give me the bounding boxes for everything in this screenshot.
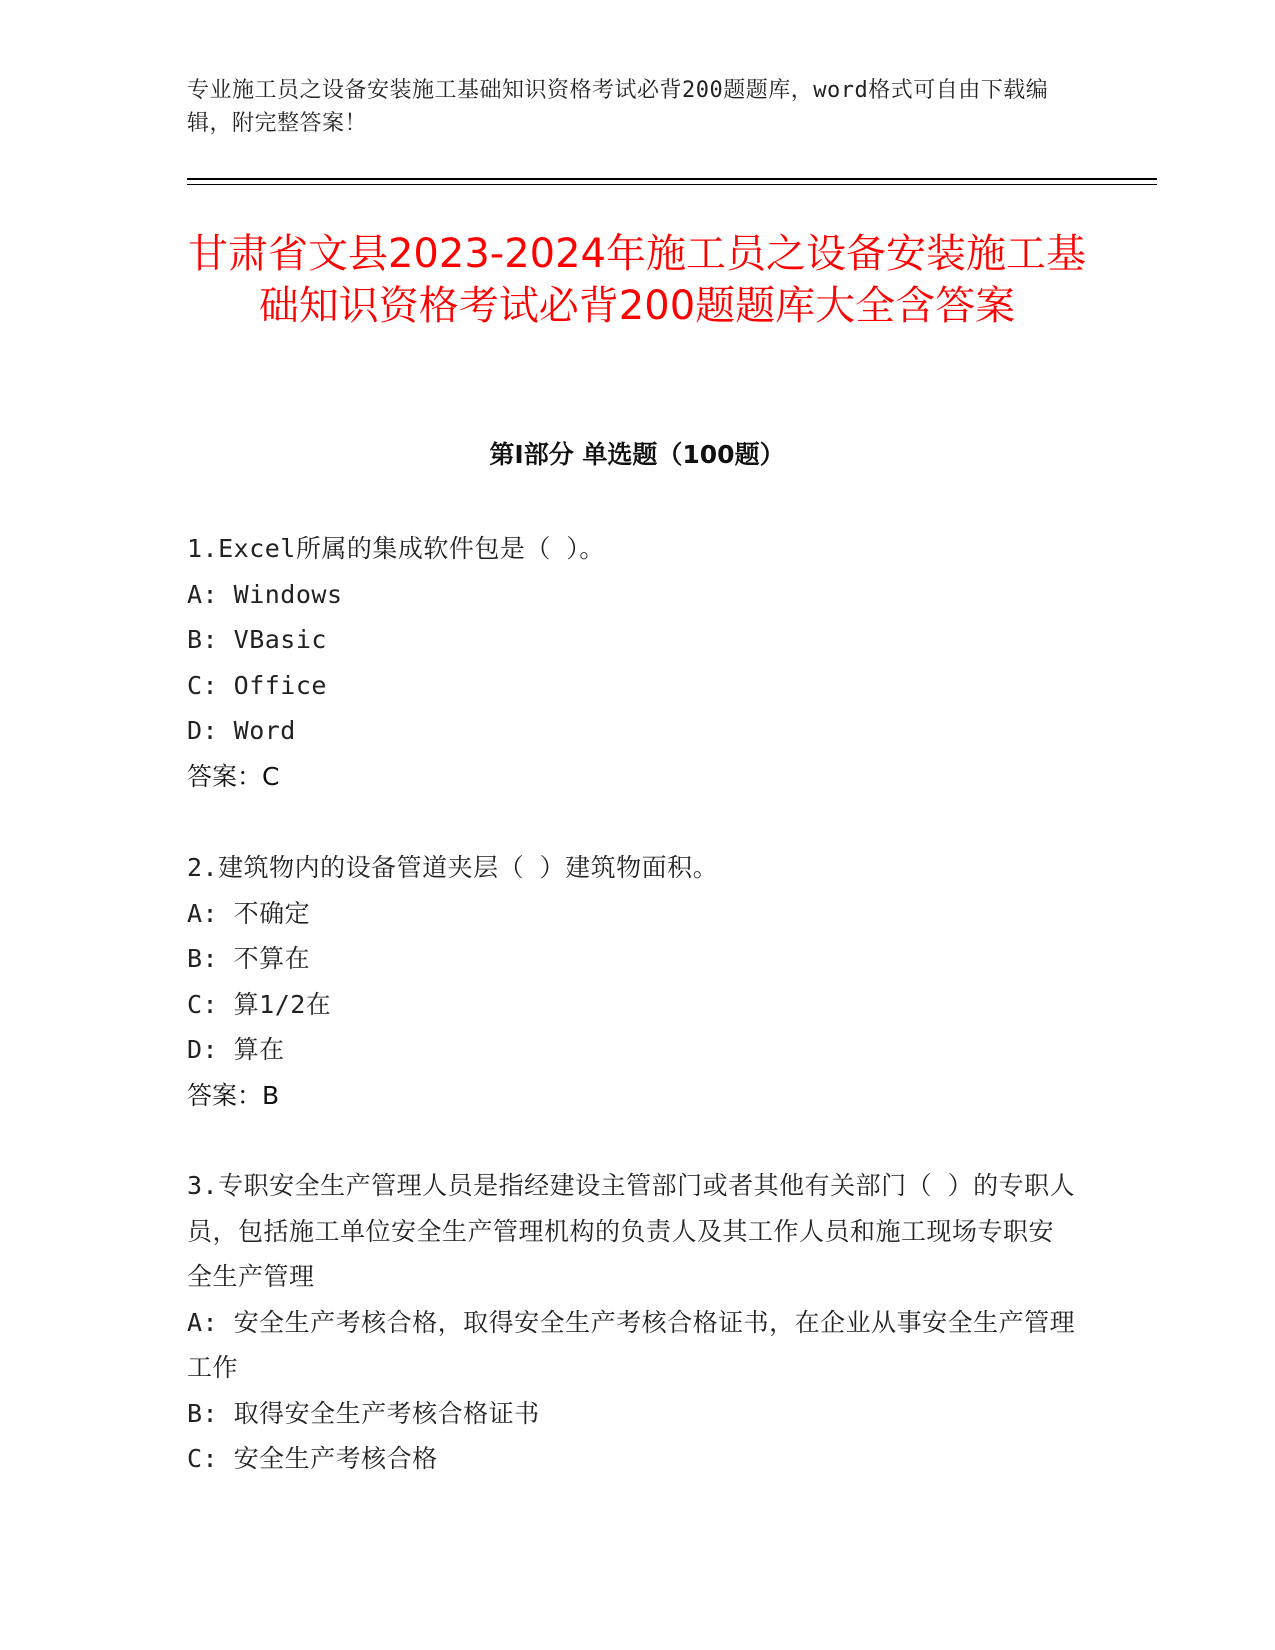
option-d: D: 算在 [187,1035,285,1064]
question-1 [187,526,1077,799]
option-b: B: VBasic [187,625,327,654]
header-rule-thin [187,184,1157,185]
section-heading: 第Ⅰ部分 单选题（100题） [489,440,785,469]
question-2 [187,845,1077,1118]
question-stem: 2.建筑物内的设备管道夹层（ ）建筑物面积。 [187,853,719,882]
header-note: 专业施工员之设备安装施工基础知识资格考试必背200题题库，word格式可自由下载编辑，附完整答案！ [187,78,1049,136]
document-title: 甘肃省文县2023-2024年施工员之设备安装施工基础知识资格考试必背200题题库大全含答案 [187,231,1087,329]
option-c: C: 算1/2在 [187,989,332,1019]
option-a: A: Windows [187,579,343,609]
question-stem: 1.Excel所属的集成软件包是（ ）。 [187,534,605,563]
option-c: C: 安全生产考核合格 [187,1444,438,1473]
option-c: C: Office [187,670,327,700]
option-b: B: 不算在 [187,944,311,973]
question-stem: 3.专职安全生产管理人员是指经建设主管部门或者其他有关部门（ ）的专职人员，包括施工单位安全生产管理机构的负责人及其工作人员和施工现场专职安全生产管理 [187,1171,1076,1291]
option-d: D: Word [187,716,296,745]
option-a: A: 安全生产考核合格，取得安全生产考核合格证书，在企业从事安全生产管理工作 [187,1307,1076,1382]
question-3 [187,1163,1077,1482]
answer: 答案：C [187,761,280,791]
option-a: A: 不确定 [187,898,311,928]
header-rule-thick [187,178,1157,180]
option-b: B: 取得安全生产考核合格证书 [187,1398,540,1428]
answer: 答案：B [187,1080,280,1110]
